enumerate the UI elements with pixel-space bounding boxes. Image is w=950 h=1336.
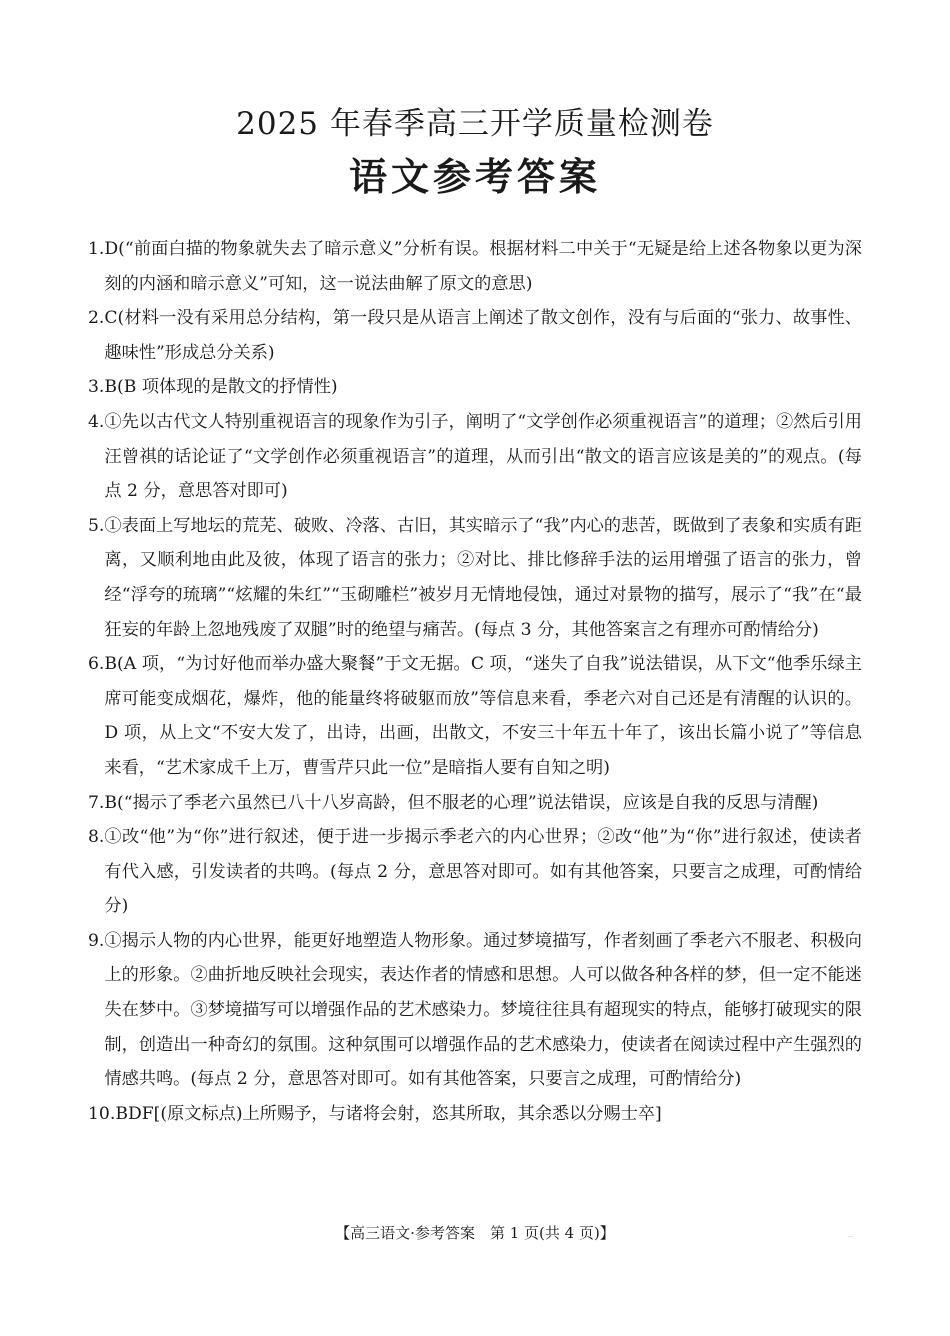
answer-number: 3. bbox=[88, 377, 105, 398]
answer-text: ①先以古代文人特别重视语言的现象作为引子，阐明了“文学创作必须重视语言”的道理；②然后引用汪曾祺的话论证了“文学创作必须重视语言”的道理，从而引出“散文的语言应该是美的”的观点。(每点 2 分，意思答对即可) bbox=[104, 411, 862, 502]
answer-text: B(B 项体现的是散文的抒情性) bbox=[104, 377, 338, 398]
answer-item-10 bbox=[88, 1097, 862, 1132]
answer-text: ①改“他”为“你”进行叙述，便于进一步揭示季老六的内心世界；②改“他”为“你”进行叙述，使读者有代入感，引发读者的共鸣。(每点 2 分，意思答对即可。如有其他答案，只要言之成理，可酌情给分) bbox=[104, 827, 862, 917]
answer-number: 1. bbox=[88, 239, 105, 259]
answer-item-8 bbox=[88, 820, 862, 924]
answer-number: 10. bbox=[88, 1103, 116, 1124]
answer-text: ①揭示人物的内心世界，能更好地塑造人物形象。通过梦境描写，作者刻画了季老六不服老、积极向上的形象。②曲折地反映社会现实，表达作者的情感和思想。人可以做各种各样的梦，但一定不能迷失在梦中。③梦境描写可以增强作品的艺术感染力。梦境往往具有超现实的特点，能够打破现实的限制，创造出一种奇幻的氛围。这种氛围可以增强作品的艺术感染力，使读者在阅读过程中产生强烈的情感共鸣。(每点 2 分，意思答对即可。如有其他答案，只要言之成理，可酌情给分) bbox=[104, 930, 862, 1090]
answer-item-5 bbox=[88, 509, 862, 647]
answer-item-1 bbox=[88, 232, 862, 301]
answer-number: 9. bbox=[88, 930, 105, 951]
answer-list bbox=[88, 232, 862, 1131]
answer-text: B(A 项，“为讨好他而举办盛大聚餐”于文无据。C 项，“迷失了自我”说法错误，从下文“他季乐绿主席可能变成烟花，爆炸，他的能量终将破躯而放”等信息来看，季老六对自己还是有清醒的认识的。D 项，从上文“不安大发了，出诗，出画，出散文，不安三十年五十年了，该出长篇小说了”等信息来看，“艺术家成千上万，曹雪芹只此一位”是暗指人要有自知之明) bbox=[104, 654, 862, 778]
answer-item-6 bbox=[88, 647, 862, 785]
answer-item-9 bbox=[88, 924, 862, 1097]
ellipsis-mark: ‥ bbox=[848, 1230, 854, 1239]
answer-item-2 bbox=[88, 301, 862, 370]
answer-text: B(“揭示了季老六虽然已八十八岁高龄，但不服老的心理”说法错误，应该是自我的反思与清醒) bbox=[104, 792, 819, 813]
answer-text: D(“前面白描的物象就失去了暗示意义”分析有误。根据材料二中关于“无疑是给上述各物象以更为深刻的内涵和暗示意义”可知，这一说法曲解了原文的意思) bbox=[104, 239, 862, 294]
answer-number: 8. bbox=[88, 827, 105, 848]
answer-number: 5. bbox=[88, 515, 105, 536]
page-title: 2025 年春季高三开学质量检测卷 bbox=[236, 106, 714, 142]
answer-number: 6. bbox=[88, 654, 105, 675]
answer-item-7 bbox=[88, 786, 862, 821]
answer-number: 7. bbox=[88, 792, 105, 813]
answer-item-3 bbox=[88, 370, 862, 405]
answer-number: 4. bbox=[88, 411, 105, 432]
answer-text: BDF[(原文标点)上所赐予，与诸将会射，恣其所取，其余悉以分赐士卒] bbox=[115, 1103, 662, 1124]
page-footer: 【高三语文·参考答案 第 1 页(共 4 页)】 bbox=[335, 1224, 615, 1242]
answer-number: 2. bbox=[88, 308, 105, 329]
answer-text: ①表面上写地坛的荒芜、破败、冷落、古旧，其实暗示了“我”内心的悲苦，既做到了表象和实质有距离，又顺利地由此及彼，体现了语言的张力；②对比、排比修辞手法的运用增强了语言的张力，曾经“浮夸的琉璃”“炫耀的朱红”“玉砌雕栏”被岁月无情地侵蚀，通过对景物的描写，展示了“我”在“最狂妄的年龄上忽地残废了双腿”时的绝望与痛苦。(每点 3 分，其他答案言之有理亦可酌情给分) bbox=[104, 515, 862, 640]
page-subtitle: 语文参考答案 bbox=[348, 155, 601, 199]
answer-item-4 bbox=[88, 405, 862, 509]
answer-text: C(材料一没有采用总分结构，第一段只是从语言上阐述了散文创作，没有与后面的“张力、故事性、趣味性”形成总分关系) bbox=[104, 308, 862, 363]
